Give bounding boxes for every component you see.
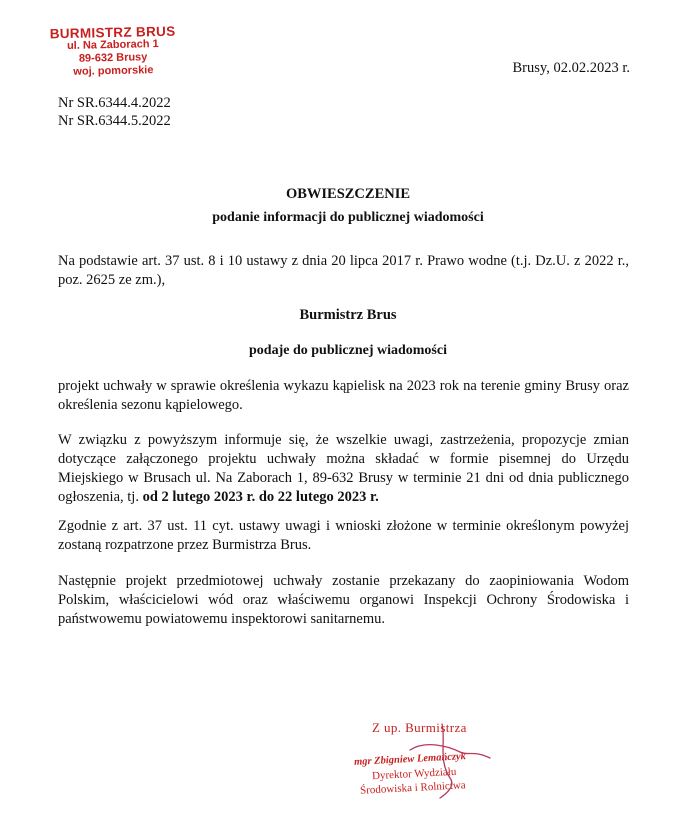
case-reference: Nr SR.6344.4.2022	[58, 95, 171, 111]
stamp-title: BURMISTRZ BRUS	[49, 23, 176, 42]
signatory-position: Dyrektor Wydziału	[371, 765, 457, 783]
review-paragraph: Zgodnie z art. 37 ust. 11 cyt. ustawy uwagi i wnioski złożone w terminie określonym powyżej zostaną rozpatrzone przez Burmistrza Brus.	[58, 518, 629, 553]
stamp-city: 89-632 Brusy	[78, 51, 148, 65]
signature-stamp	[350, 720, 520, 800]
stamp-street: ul. Na Zaborach 1	[66, 38, 159, 52]
document-subtitle: podanie informacji do publicznej wiadomości	[212, 210, 484, 225]
signatory-name: mgr Zbigniew Lemańczyk	[353, 751, 467, 768]
document-date: Brusy, 02.02.2023 r.	[512, 60, 630, 76]
case-reference: Nr SR.6344.5.2022	[58, 113, 171, 129]
project-paragraph: projekt uchwały w sprawie określenia wykazu kąpielisk na 2023 rok na terenie gminy Brusy oraz określenia sezonu kąpielowego.	[58, 378, 629, 413]
signatory-department: Środowiska i Rolnictwa	[359, 779, 466, 797]
comments-paragraph	[58, 431, 629, 507]
document-title: OBWIESZCZENIE	[285, 186, 411, 202]
authority-name: Burmistrz Brus	[299, 307, 397, 323]
legal-basis-paragraph: Na podstawie art. 37 ust. 8 i 10 ustawy z dnia 20 lipca 2017 r. Prawo wodne (t.j. Dz.U. z 2022 r., poz. 2625 ze zm.),	[58, 253, 629, 288]
on-behalf-line: Z up. Burmistrza	[372, 720, 467, 735]
comments-intro-text: W związku z powyższym informuje się, że wszelkie uwagi, zastrzeżenia, propozycje zmian dotyczące załączonego projektu uchwały można składać w formie pisemnej do Urzędu Miejskiego w Brusach ul. Na Zaborach 1, 89-632 Brusy w terminie 21 dni od dnia publicznego ogłoszenia, tj.	[58, 432, 629, 505]
office-header-stamp	[47, 25, 178, 80]
comments-period: od 2 lutego 2023 r. do 22 lutego 2023 r.	[142, 489, 379, 505]
forwarding-paragraph: Następnie projekt przedmiotowej uchwały zostanie przekazany do zaopiniowania Wodom Polskim, właścicielowi wód oraz właściwemu organowi Inspekcji Ochrony Środowiska i państwowemu powiatowemu inspektorowi sanitarnemu.	[58, 573, 629, 627]
stamp-region: woj. pomorskie	[73, 64, 154, 78]
case-references	[58, 94, 171, 130]
announcement-phrase: podaje do publicznej wiadomości	[249, 343, 447, 358]
handwritten-signature-icon	[350, 720, 520, 800]
